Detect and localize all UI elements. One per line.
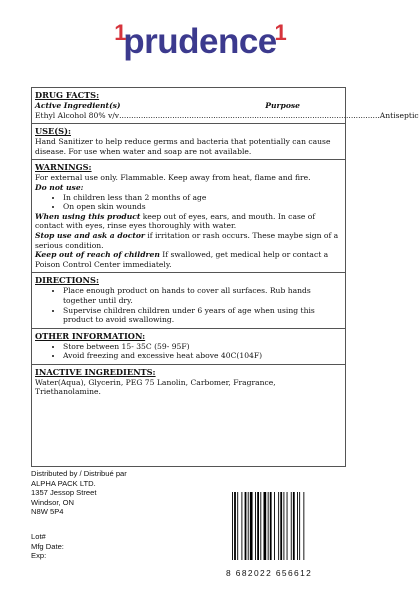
- other-information-title: OTHER INFORMATION:: [35, 330, 146, 341]
- barcode-bar: [255, 492, 256, 560]
- warnings-intro: For external use only. Flammable. Keep away from heat, flame and fire.: [35, 173, 311, 183]
- purpose-label: Purpose: [265, 101, 300, 110]
- uses-section: [32, 124, 345, 160]
- distributor-street: 1357 Jessop Street: [31, 488, 97, 498]
- inactive-ingredients-title: INACTIVE INGREDIENTS:: [35, 366, 156, 377]
- keep-out-paragraph: [35, 250, 342, 269]
- barcode-bar: [232, 492, 233, 560]
- stop-use-paragraph: [35, 231, 342, 250]
- keep-out-text: If swallowed, get medical help or contact a Poison Control Center immediately.: [35, 250, 329, 269]
- inactive-ingredients-text: Water(Aqua), Glycerin, PEG 75 Lanolin, Carbomer, Fragrance, Triethanolamine.: [35, 377, 276, 397]
- warnings-title: WARNINGS:: [35, 162, 92, 173]
- barcode-bar: [268, 492, 269, 560]
- when-using-label: When using this product: [35, 211, 141, 221]
- brand-logo: [0, 20, 400, 61]
- list-item: • Supervise children children under 6 years of age when using this product to avoid swallowing.: [63, 306, 342, 325]
- do-not-use-list: [35, 193, 342, 212]
- barcode-bar: [237, 492, 238, 560]
- other-information-list: [35, 342, 342, 361]
- barcode-bar: [274, 492, 275, 560]
- list-item: • Place enough product on hands to cover all surfaces. Rub hands together until dry.: [63, 286, 342, 305]
- stop-use-text: if irritation or rash occurs. These maybe sign of a serious condition.: [35, 230, 339, 250]
- barcode-bar: [260, 492, 261, 560]
- list-item: • On open skin wounds: [63, 202, 342, 212]
- barcode-bar: [283, 492, 284, 560]
- logo-accent-mark-left: 1: [114, 20, 127, 45]
- barcode-bar: [245, 492, 247, 560]
- directions-list: [35, 286, 342, 324]
- active-ingredient-header: [35, 101, 342, 111]
- barcode-bar: [248, 492, 249, 560]
- distributor-postal: N8W 5P4: [31, 507, 64, 517]
- barcode-bar: [257, 492, 259, 560]
- inactive-ingredients-section: [32, 365, 345, 400]
- barcode-bar: [297, 492, 298, 560]
- drug-facts-panel: [31, 87, 419, 467]
- list-item: • In children less than 2 months of age: [63, 193, 342, 203]
- active-ingredient-label: Active Ingredient(s): [35, 101, 121, 110]
- ingredient-name: Ethyl Alcohol 80% v/v: [35, 110, 120, 120]
- ingredient-purpose: Antiseptic: [379, 110, 419, 120]
- leader-dots: ............................................................................................................: [119, 110, 380, 120]
- barcode-bar: [250, 492, 253, 560]
- barcode-bar: [270, 492, 272, 560]
- barcode-bar: [287, 492, 288, 560]
- barcode-number: 8 682022 656612: [226, 568, 313, 578]
- drug-facts-section: [32, 88, 419, 124]
- stop-use-label: Stop use and ask a doctor: [35, 230, 145, 240]
- list-item: • Avoid freezing and excessive heat above 40C(104F): [63, 351, 342, 361]
- lot-number-label: Lot#: [31, 532, 46, 541]
- exp-date-label: Exp:: [31, 551, 47, 561]
- mfg-date-label: Mfg Date:: [31, 541, 64, 551]
- logo-accent-mark-right: 1: [274, 20, 287, 45]
- distributor-block: [31, 469, 127, 517]
- logo-wordmark: [114, 20, 287, 61]
- do-not-use-label: Do not use:: [35, 182, 84, 192]
- barcode-bar: [303, 492, 304, 560]
- distributor-name: ALPHA PACK LTD.: [31, 478, 96, 488]
- barcode-bar: [234, 492, 236, 560]
- other-information-section: [32, 329, 345, 365]
- when-using-paragraph: [35, 212, 342, 231]
- barcode-bar: [278, 492, 279, 560]
- directions-section: [32, 273, 345, 328]
- barcode-bar: [241, 492, 242, 560]
- keep-out-label: Keep out of reach of children: [35, 250, 160, 260]
- uses-text: Hand Sanitizer to help reduce germs and bacteria that potentially can cause disease. For use when water and soap are not available.: [35, 137, 331, 156]
- lot-info-block: [31, 532, 64, 561]
- barcode-bar: [299, 492, 300, 560]
- barcode-image: [232, 492, 347, 560]
- distributor-heading: Distributed by / Distribué par: [31, 469, 127, 478]
- barcode-bar: [291, 492, 292, 560]
- logo-text: prudence: [123, 22, 277, 61]
- barcode-bar: [293, 492, 295, 560]
- when-using-text: keep out of eyes, ears, and mouth. In case of contact with eyes, rinse eyes thoroughly with water.: [35, 211, 316, 231]
- distributor-city: Windsor, ON: [31, 497, 75, 507]
- drug-facts-title: DRUG FACTS:: [35, 90, 100, 100]
- active-ingredient-row: [35, 110, 419, 121]
- barcode-bar: [280, 492, 282, 560]
- warnings-section: [32, 160, 345, 273]
- list-item: • Store between 15- 35C (59- 95F): [63, 342, 342, 352]
- uses-title: USE(S):: [35, 126, 71, 137]
- barcode-bar: [264, 492, 267, 560]
- directions-title: DIRECTIONS:: [35, 275, 99, 286]
